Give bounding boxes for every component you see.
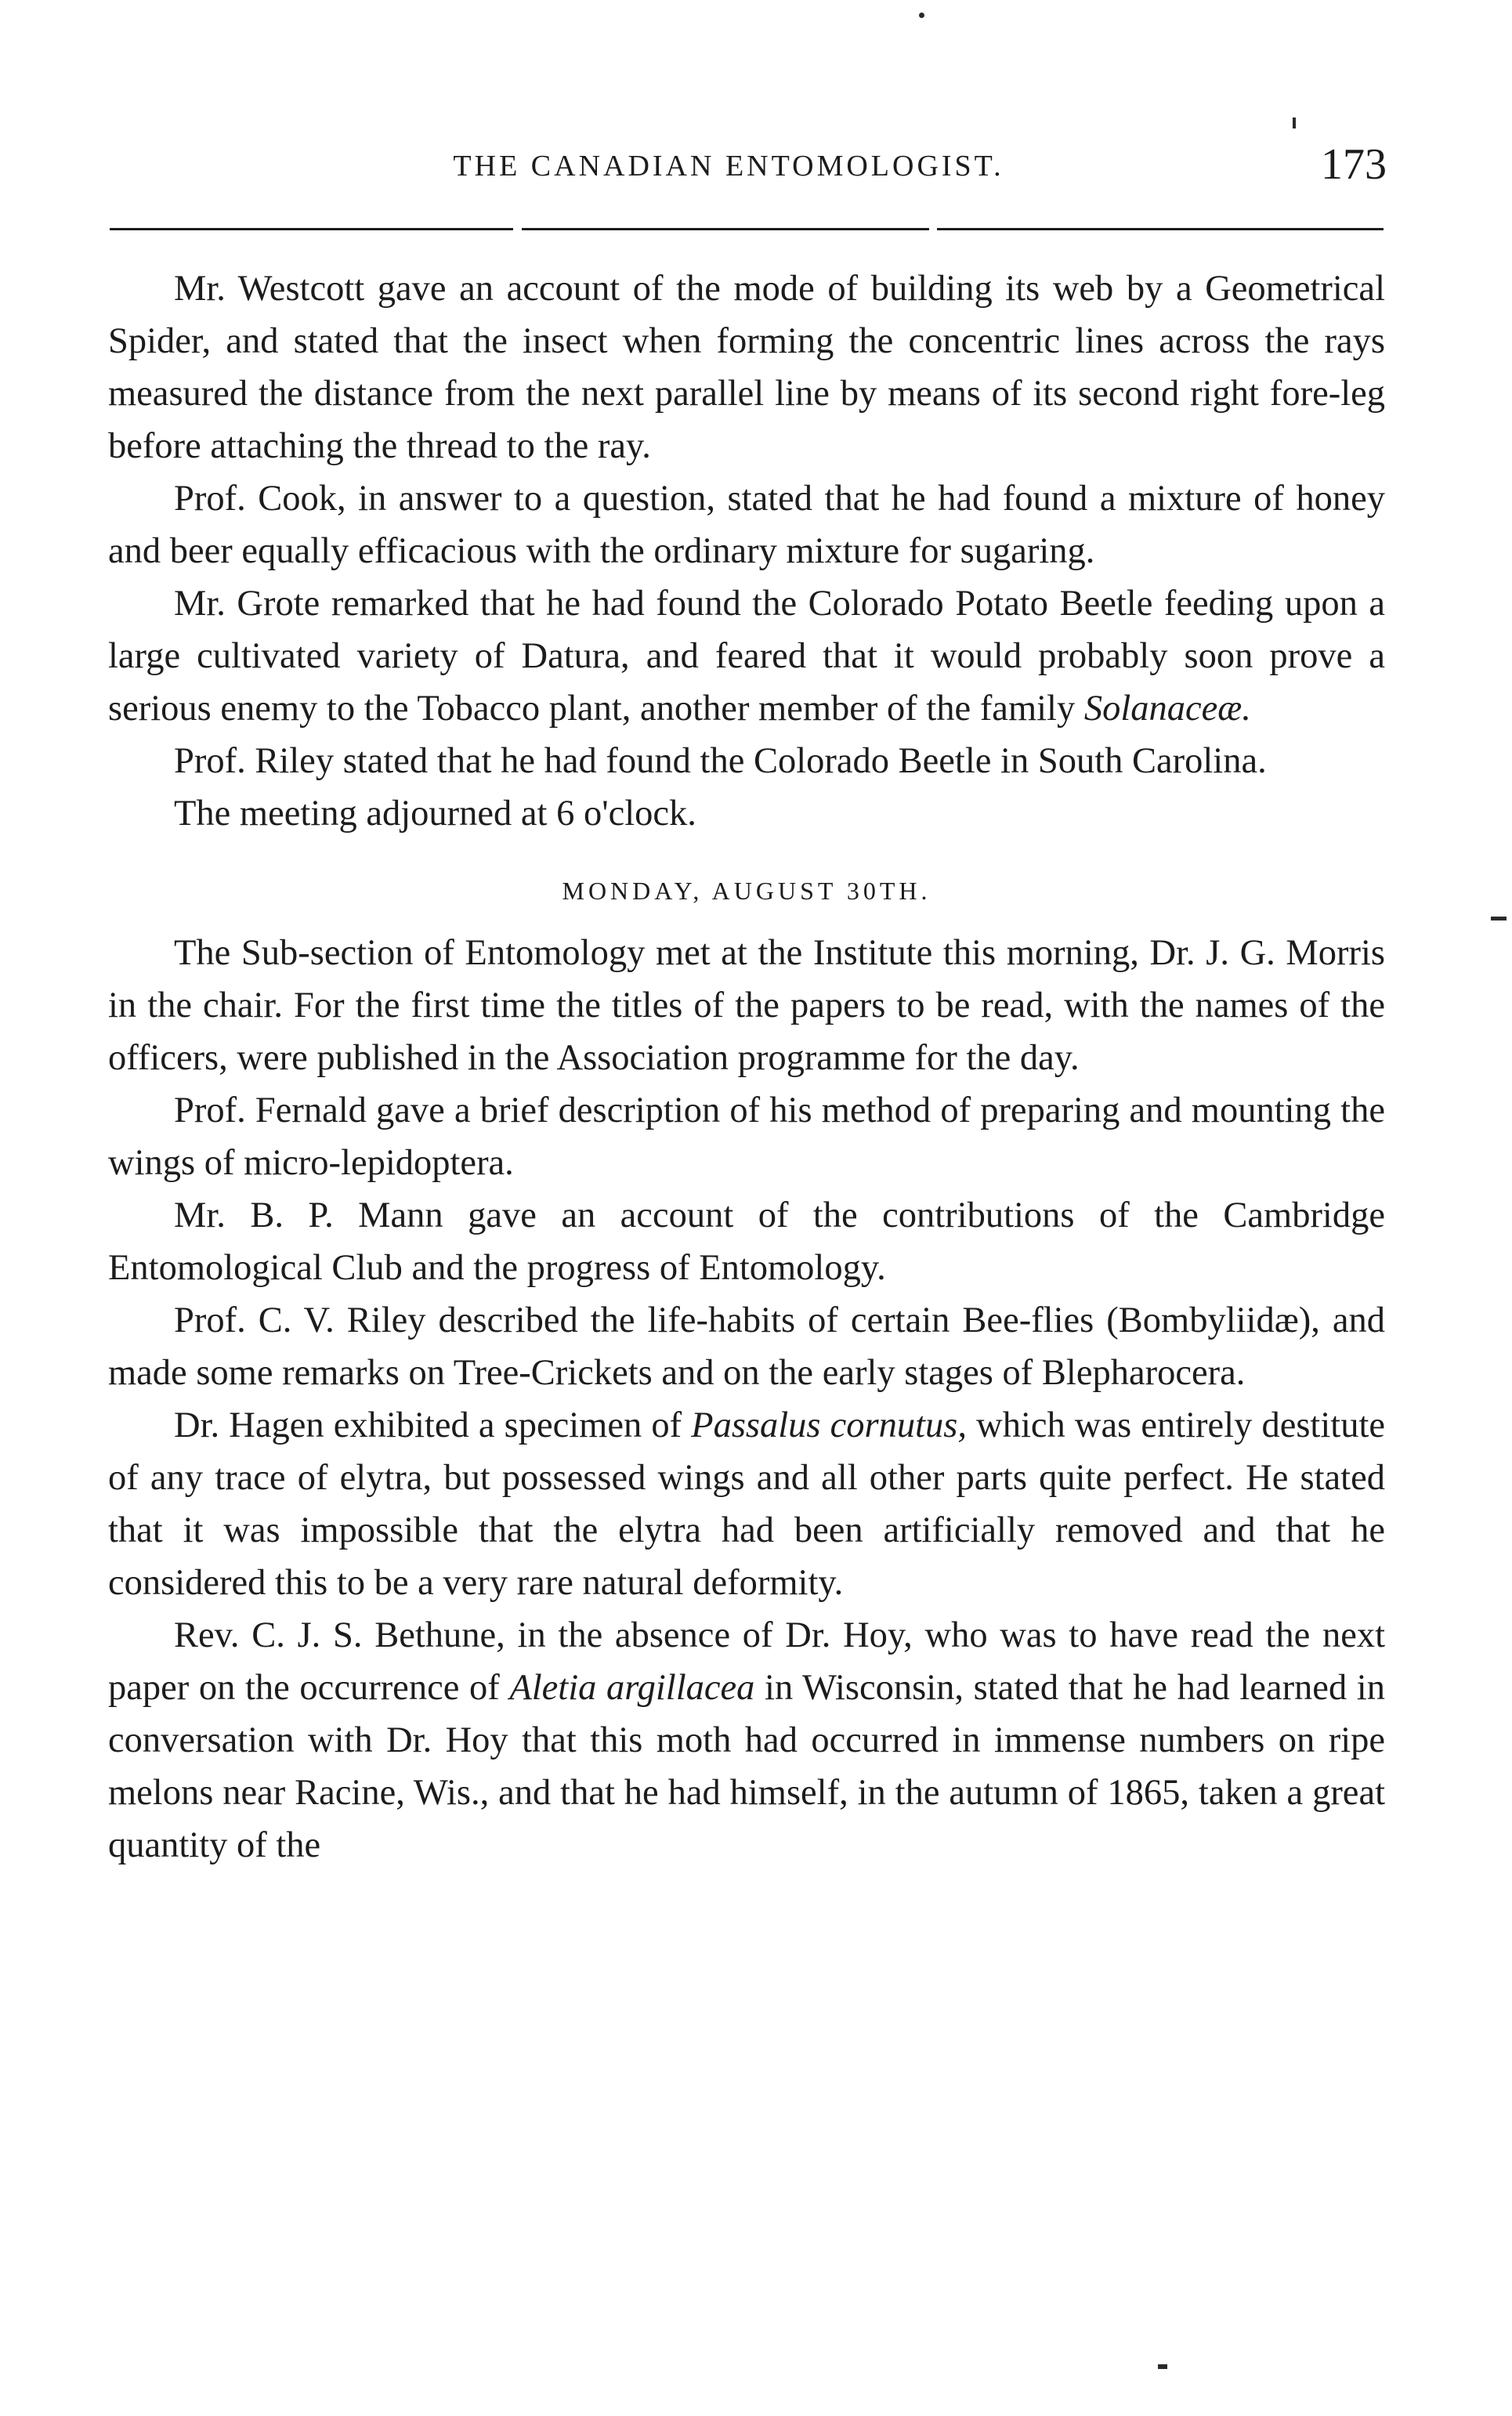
print-speck — [919, 13, 924, 18]
running-title: THE CANADIAN ENTOMOLOGIST. — [453, 150, 1004, 183]
paragraph-bethune-tail: in Wisconsin, stated that he had learned in conversation with Dr. Hoy that this moth had occurred in immense numbers on ripe melons near Racine, Wis., and that he had himself, in the autumn of 1865, taken a great quantity of the — [108, 1668, 1385, 1865]
paragraph-hagen-text: Dr. Hagen exhibited a specimen of — [174, 1405, 692, 1445]
paragraph-riley-beeflies: Prof. C. V. Riley described the life-habits of certain Bee-flies (Bombyliidæ), and made some remarks on Tree-Crickets and on the early stages of Blepharocera. — [108, 1300, 1385, 1393]
paragraph-cook: Prof. Cook, in answer to a question, stated that he had found a mixture of honey and beer equally efficacious with the ordinary mixture for sugaring. — [108, 479, 1385, 571]
print-speck — [1158, 2364, 1167, 2369]
paragraph-bethune-text: Rev. C. J. S. Bethune, in the absence of Dr. Hoy, who was to have read the next paper on the occurrence of — [108, 1615, 1385, 1708]
paragraph-adjourned: The meeting adjourned at 6 o'clock. — [174, 794, 696, 834]
paragraph-grote — [108, 577, 1385, 735]
paragraph-subsection: The Sub-section of Entomology met at the Institute this morning, Dr. J. G. Morris in the chair. For the first time the titles of the papers to be read, with the names of the officers, were published in the Association programme for the day. — [108, 933, 1385, 1078]
header-rule-right — [937, 228, 1384, 230]
paragraph-hagen — [108, 1399, 1385, 1609]
taxon-solanaceae: Solanaceæ. — [1083, 689, 1251, 729]
paragraph-mann: Mr. B. P. Mann gave an account of the contributions of the Cambridge Entomological Club and the progress of Entomology. — [108, 1195, 1385, 1288]
taxon-passalus: Passalus cornutus, — [691, 1405, 968, 1445]
body-text — [108, 262, 1385, 1872]
paragraph-riley-beetle: Prof. Riley stated that he had found the Colorado Beetle in South Carolina. — [174, 741, 1267, 781]
print-speck — [1491, 917, 1507, 920]
header-rule-middle — [522, 228, 929, 230]
paragraph-hagen-tail: which was entirely destitute of any trace of elytra, but possessed wings and all other parts quite perfect. He stated that it was impossible that the elytra had been artificially removed and that he considered this to be a very rare natural deformity. — [108, 1405, 1385, 1603]
page-number: 173 — [1321, 140, 1387, 189]
header-rule-left — [110, 228, 513, 230]
paragraph-fernald: Prof. Fernald gave a brief description of his method of preparing and mounting the wings of micro-lepidoptera. — [108, 1090, 1385, 1183]
running-header — [110, 139, 1387, 194]
paragraph-westcott: Mr. Westcott gave an account of the mode of building its web by a Geometrical Spider, and stated that the insect when forming the concentric lines across the rays measured the distance from the next parallel line by means of its second right fore-leg before attaching the thread to the ray. — [108, 269, 1385, 466]
taxon-aletia: Aletia argillacea — [509, 1668, 755, 1708]
section-heading-date: MONDAY, AUGUST 30TH. — [562, 877, 931, 905]
paragraph-grote-text: Mr. Grote remarked that he had found the Colorado Potato Beetle feeding upon a large cultivated variety of Datura, and feared that it would probably soon prove a serious enemy to the Tobacco plant, another member of the family — [108, 584, 1385, 729]
print-speck — [1293, 118, 1296, 128]
paragraph-bethune — [108, 1609, 1385, 1872]
